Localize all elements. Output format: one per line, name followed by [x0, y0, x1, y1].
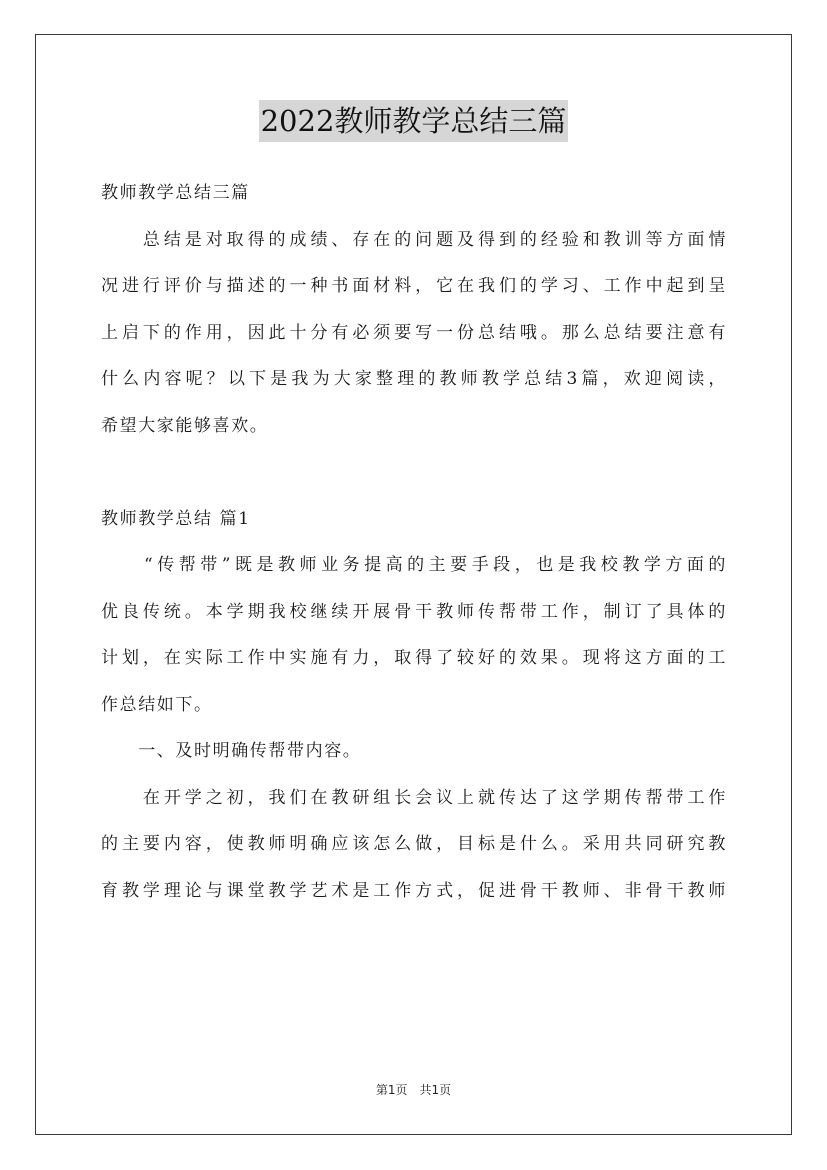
subsection-heading: 一、及时明确传帮带内容。: [101, 741, 362, 761]
intro-line: 况进行评价与描述的一种书面材料，它在我们的学习、工作中起到呈: [101, 276, 727, 296]
document-title: 2022教师教学总结三篇: [259, 100, 569, 142]
page-footer: 第1页 共1页: [375, 1083, 452, 1097]
intro-line: 希望大家能够喜欢。: [101, 415, 269, 436]
paragraph-spacer: [101, 449, 727, 496]
section-para-line: 优良传统。本学期我校继续开展骨干教师传帮带工作，制订了具体的: [101, 601, 727, 622]
section-para-line: 育教学理论与课堂教学艺术是工作方式，促进骨干教师、非骨干教师: [101, 880, 727, 901]
document-subtitle: 教师教学总结三篇: [101, 183, 250, 203]
section-para-line: 在开学之初，我们在教研组长会议上就传达了这学期传帮带工作: [101, 787, 727, 808]
document-body: [101, 170, 727, 914]
section-para-line: 作总结如下。: [101, 694, 213, 715]
section-para-line: 计划，在实际工作中实施有力，取得了较好的效果。现将这方面的工: [101, 648, 727, 668]
section-para-line: “传帮带”既是教师业务提高的主要手段，也是我校教学方面的: [101, 555, 727, 575]
section-para-line: 的主要内容，使教师明确应该怎么做，目标是什么。采用共同研究教: [101, 834, 727, 854]
intro-line: 总结是对取得的成绩、存在的问题及得到的经验和教训等方面情: [101, 229, 727, 250]
section-heading: 教师教学总结 篇1: [101, 508, 251, 529]
intro-line: 上启下的作用，因此十分有必须要写一份总结哦。那么总结要注意有: [101, 322, 727, 343]
intro-line: 什么内容呢？以下是我为大家整理的教师教学总结3篇，欢迎阅读，: [101, 369, 727, 389]
title-container: [0, 100, 827, 142]
